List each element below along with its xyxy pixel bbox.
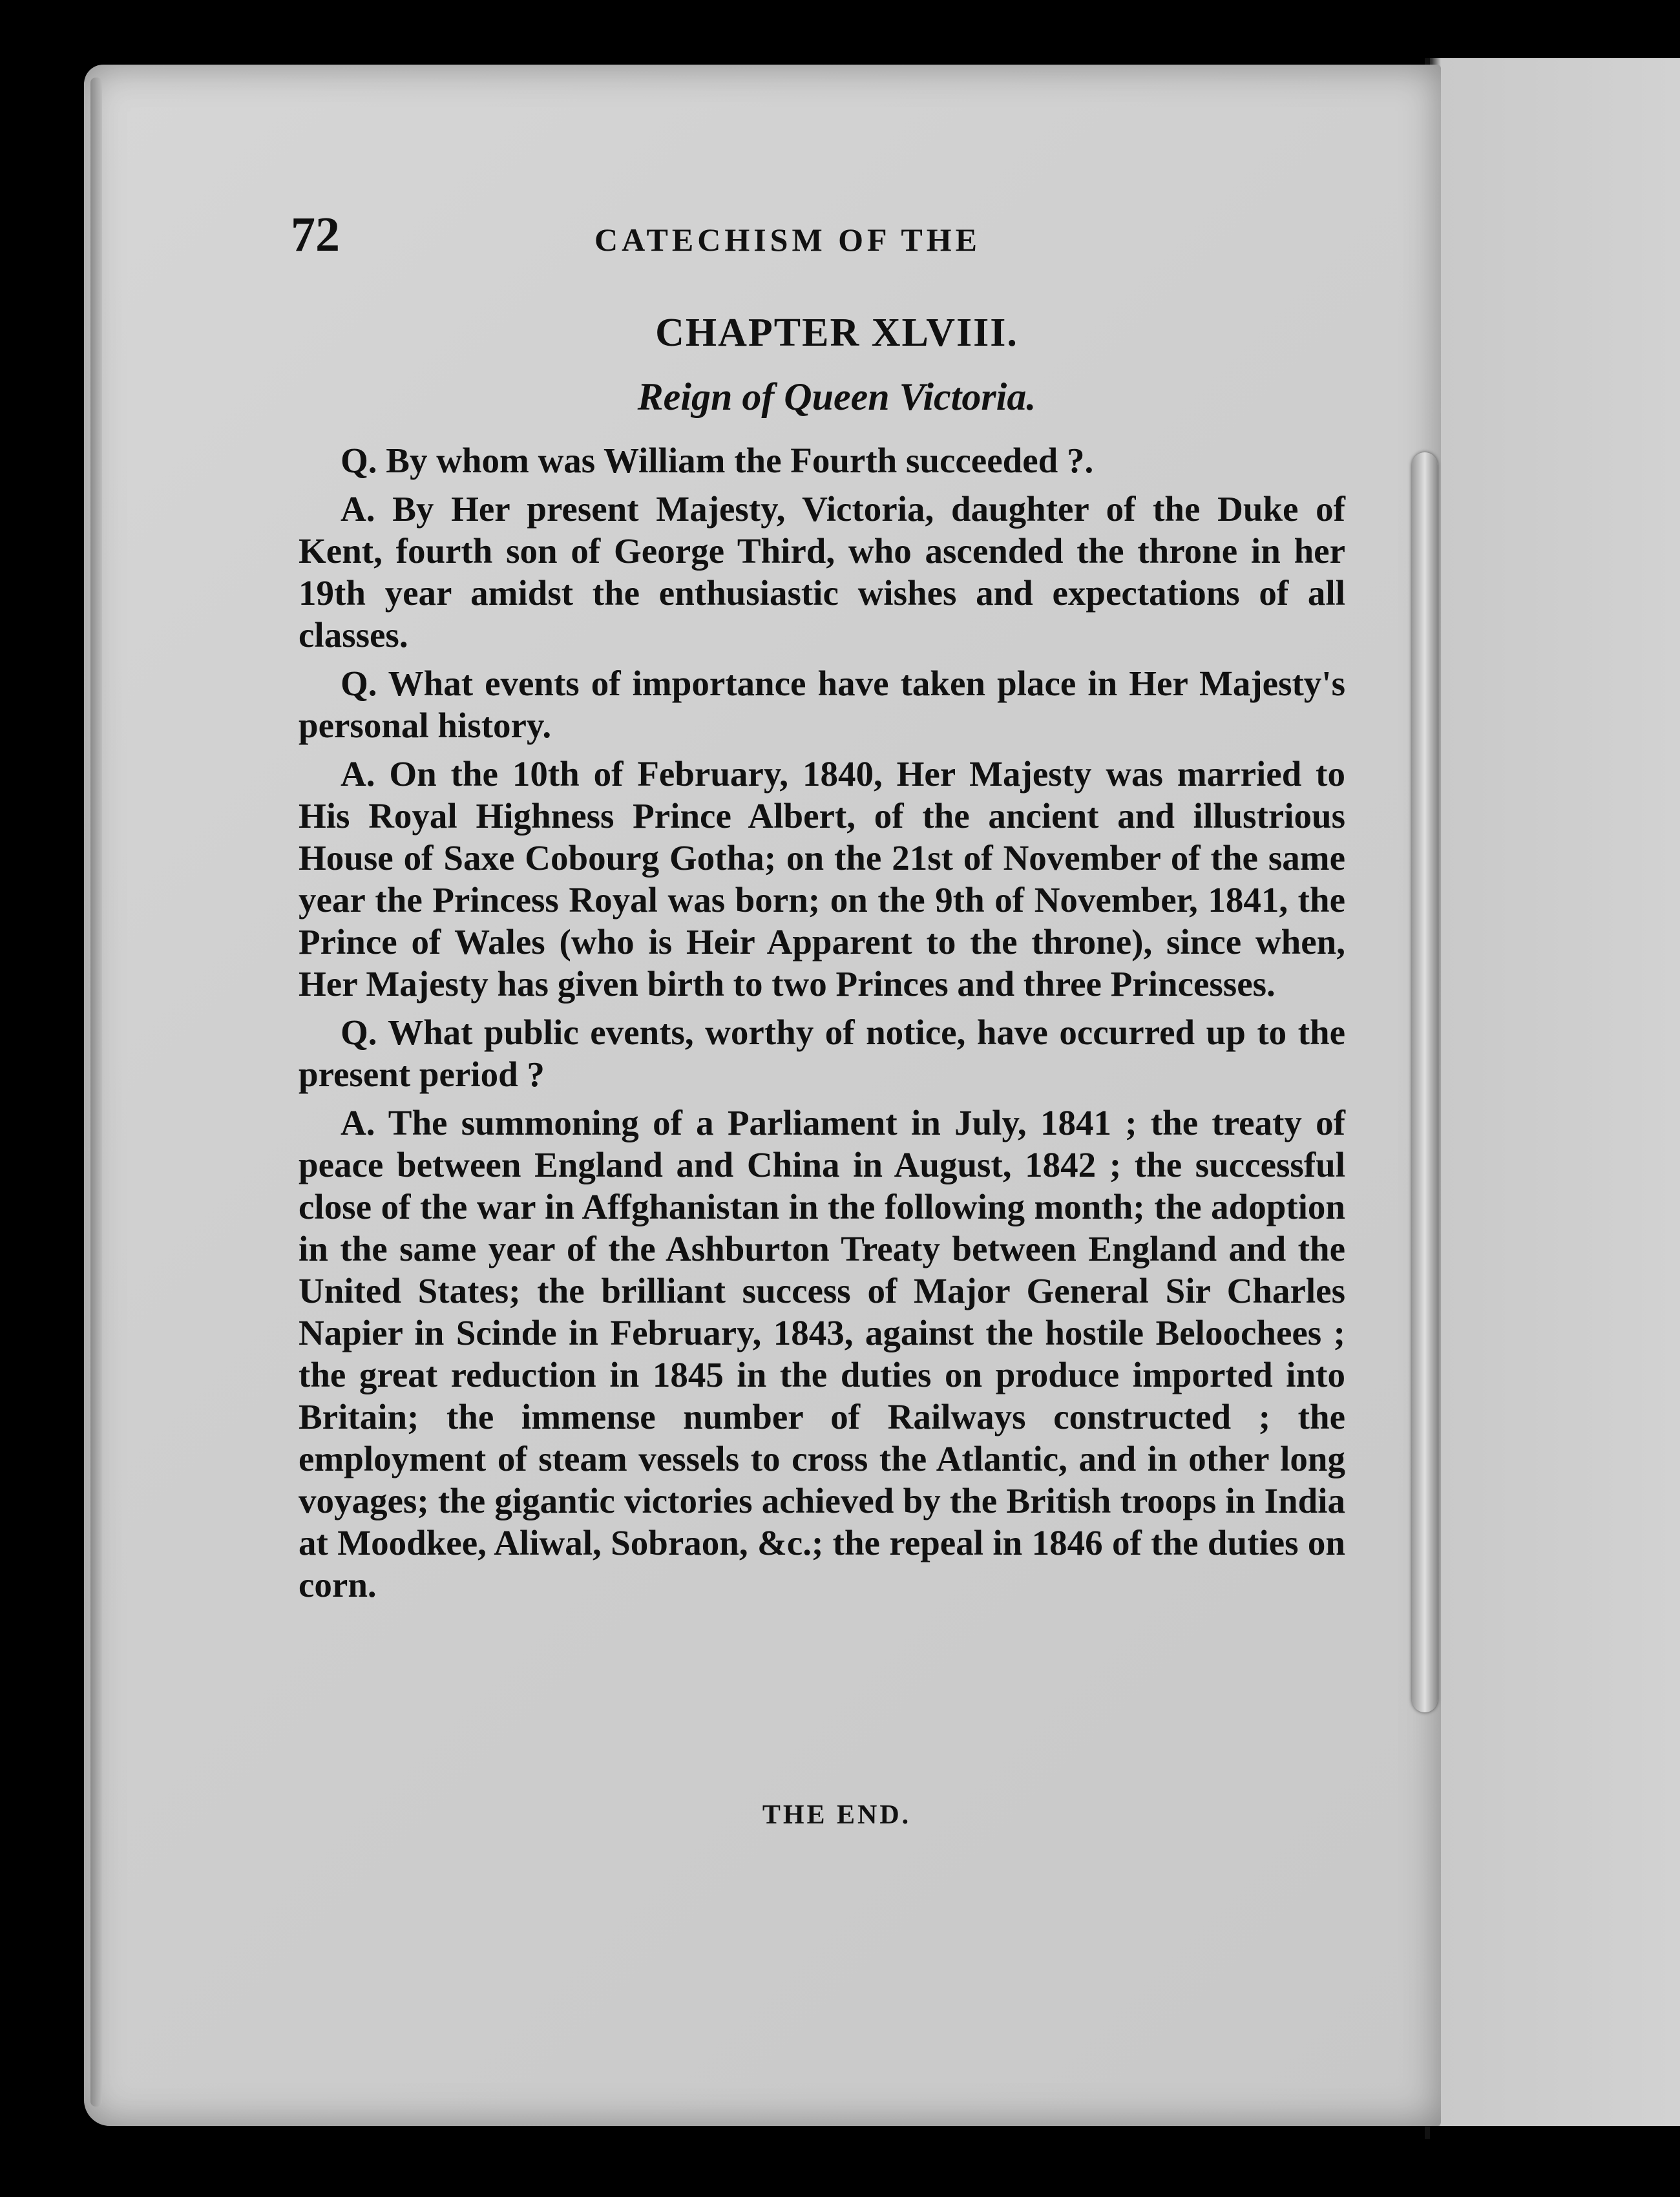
binding-strip xyxy=(1412,452,1438,1712)
answer-paragraph: A. By Her present Majesty, Victoria, daughter of the Duke of Kent, fourth son of George Third, who ascended the throne in her 19th year amidst the enthusiastic wishes and expectations of all classes. xyxy=(299,489,1345,655)
question-paragraph: Q. What public events, worthy of notice, have occurred up to the present period ? xyxy=(299,1013,1345,1094)
page-edge xyxy=(90,78,102,2107)
answer-paragraph: A. The summoning of a Parliament in July, 1841 ; the treaty of peace between England and China in August, 1842 ; the successful close of the war in Affghanistan in the following month; the adoption in the same year of the Ashburton Treaty between England and the United States; the brilliant success of Major General Sir Charles Napier in Scinde in February, 1843, against the hostile Beloochees ; the great reduction in 1845 in the duties on produce imported into Britain; the immense number of Railways constructed ; the employment of steam vessels to cross the Atlantic, and in other long voyages; the gigantic victories achieved by the British troops in India at Moodkee, Aliwal, Sobraon, &c.; the repeal in 1846 of the duties on corn. xyxy=(299,1103,1345,1604)
chapter-subtitle: Reign of Queen Victoria. xyxy=(637,375,1036,418)
page-number: 72 xyxy=(291,207,340,262)
page-header xyxy=(291,207,1389,271)
chapter-title: CHAPTER XLVIII. xyxy=(655,311,1018,355)
facing-page xyxy=(1428,58,1680,2126)
answer-paragraph: A. On the 10th of February, 1840, Her Majesty was married to His Royal Highness Prince Albert, of the ancient and illustrious House of Saxe Cobourg Gotha; on the 21st of November of the same year the Princess Royal was born; on the 9th of November, 1841, the Prince of Wales (who is Heir Apparent to the throne), since when, Her Majesty has given birth to two Princes and three Princesses. xyxy=(299,754,1345,1004)
question-paragraph: Q. By whom was William the Fourth succeeded ?. xyxy=(341,441,1094,480)
running-head: CATECHISM OF THE xyxy=(594,222,981,258)
the-end-label: THE END. xyxy=(762,1800,912,1830)
question-paragraph: Q. What events of importance have taken place in Her Majesty's personal history. xyxy=(299,664,1345,745)
body-text xyxy=(299,439,1345,1612)
